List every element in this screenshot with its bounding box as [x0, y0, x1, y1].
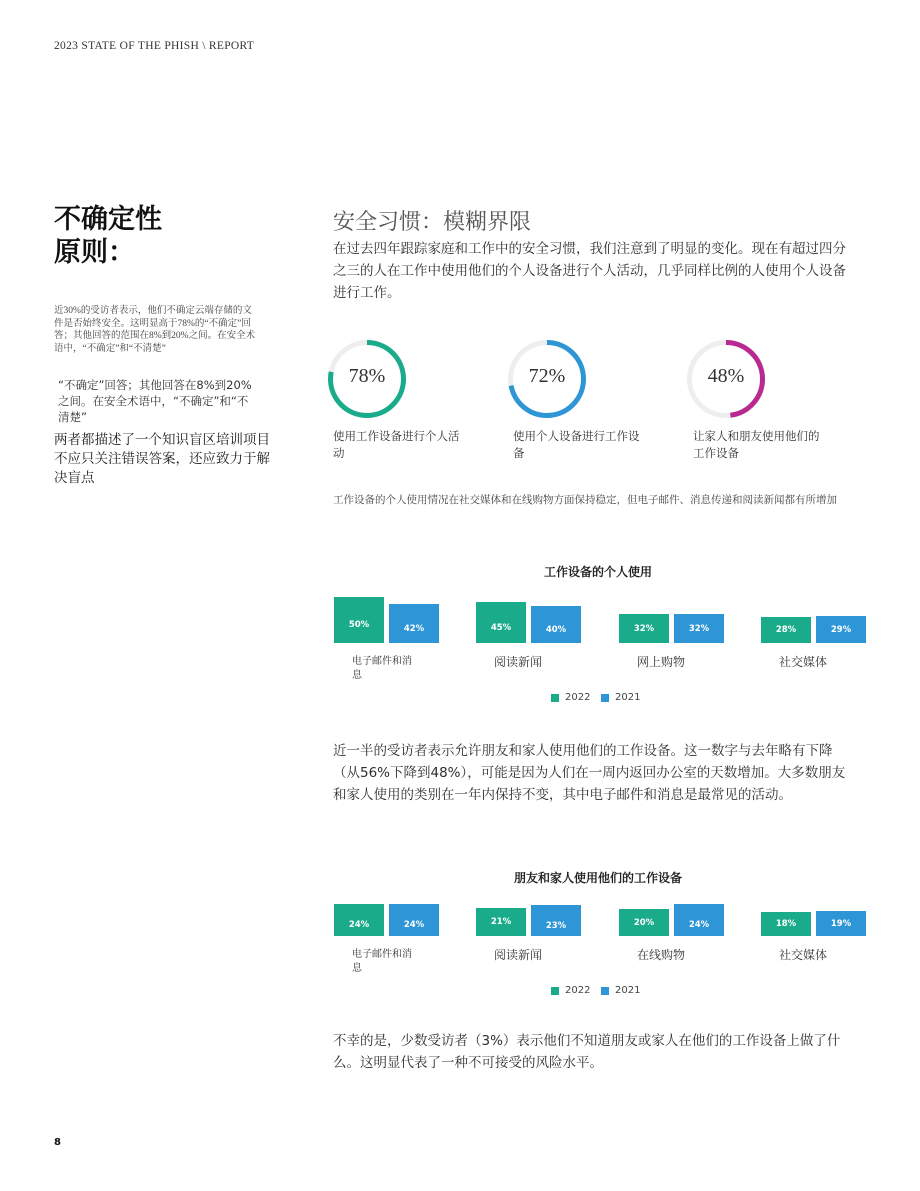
- bar-2021: 42%: [389, 604, 439, 643]
- stat-caption: 让家人和朋友使用他们的工作设备: [693, 429, 820, 460]
- body-paragraph-2: 近一半的受访者表示允许朋友和家人使用他们的工作设备。这一数字与去年略有下降（从56%下降到48%），可能是因为人们在一周内返回办公室的天数增加。大多数朋友和家人使用的类别在一年内保持不变，其中电子邮件和消息是最常见的活动。: [333, 743, 846, 803]
- legend-label: 2022: [565, 985, 591, 996]
- sidebar-small-text: 近30%的受访者表示，他们不确定云端存储的文件是否始终安全。这明显高于78%的“不确定”回答；其他回答的范围在8%到20%之间。在安全术语中，“不确定”和“不清楚”: [54, 306, 256, 354]
- category-label: 社交媒体: [779, 948, 828, 962]
- legend-swatch: [551, 987, 559, 995]
- bar-2021: 24%: [389, 904, 439, 936]
- stat-value: 78%: [348, 365, 386, 387]
- section-title: 安全习惯：模糊界限: [333, 210, 532, 235]
- bar-2022: 18%: [761, 912, 811, 936]
- bar-2021: 29%: [816, 616, 866, 643]
- running-header: 2023 STATE OF THE PHISH \ REPORT: [54, 40, 255, 52]
- sidebar-title-line1: 不确定性: [54, 204, 162, 235]
- bar-2022: 50%: [334, 597, 384, 643]
- bar-2022: 32%: [619, 614, 669, 643]
- bar-2021: 19%: [816, 911, 866, 936]
- sidebar-title-line2: 原则：: [54, 237, 135, 268]
- bar-2022: 45%: [476, 602, 526, 643]
- stat-value: 72%: [528, 365, 566, 387]
- category-label: 阅读新闻: [494, 655, 543, 669]
- chart-intro-note: 工作设备的个人使用情况在社交媒体和在线购物方面保持稳定，但电子邮件、消息传递和阅读新闻都有所增加: [333, 494, 837, 506]
- bar-2021: 24%: [674, 904, 724, 936]
- chart-title: 工作设备的个人使用: [543, 565, 652, 579]
- bar-2022: 24%: [334, 904, 384, 936]
- body-paragraph-3: 不幸的是，少数受访者（3%）表示他们不知道朋友或家人在他们的工作设备上做了什么。这明显代表了一种不可接受的风险水平。: [333, 1033, 841, 1071]
- stat-caption: 使用个人设备进行工作设备: [513, 429, 640, 460]
- page-number: 8: [54, 1137, 61, 1148]
- category-label: 在线购物: [637, 948, 686, 962]
- intro-paragraph: 在过去四年跟踪家庭和工作中的安全习惯，我们注意到了明显的变化。现在有超过四分之三的人在工作中使用他们的个人设备进行个人活动，几乎同样比例的人使用个人设备进行工作。: [333, 241, 846, 301]
- chart-title: 朋友和家人使用他们的工作设备: [513, 871, 682, 885]
- legend-label: 2021: [615, 692, 641, 703]
- category-label: 电子邮件和消息: [352, 949, 412, 974]
- bar-2021: 32%: [674, 614, 724, 643]
- category-label: 社交媒体: [779, 655, 828, 669]
- bar-2022: 20%: [619, 909, 669, 936]
- sidebar-large-text: 两者都描述了一个知识盲区培训项目不应只关注错误答案，还应致力于解决盲点: [54, 432, 270, 486]
- stat-caption: 使用工作设备进行个人活动: [333, 429, 460, 460]
- legend-swatch: [601, 987, 609, 995]
- bar-2021: 40%: [531, 606, 581, 643]
- legend-label: 2021: [615, 985, 641, 996]
- category-label: 电子邮件和消息: [352, 656, 412, 681]
- legend-item-2021: [601, 985, 640, 996]
- stat-value: 48%: [707, 365, 745, 387]
- category-label: 网上购物: [637, 655, 686, 669]
- legend-item-2022: [551, 985, 590, 996]
- sidebar-medium-text: “不确定”回答；其他回答在8%到20%之间。在安全术语中，“不确定”和“不清楚”: [58, 378, 252, 424]
- bar-2021: 23%: [531, 905, 581, 936]
- category-label: 阅读新闻: [494, 948, 543, 962]
- legend-label: 2022: [565, 692, 591, 703]
- bar-2022: 21%: [476, 908, 526, 936]
- bar-2022: 28%: [761, 617, 811, 643]
